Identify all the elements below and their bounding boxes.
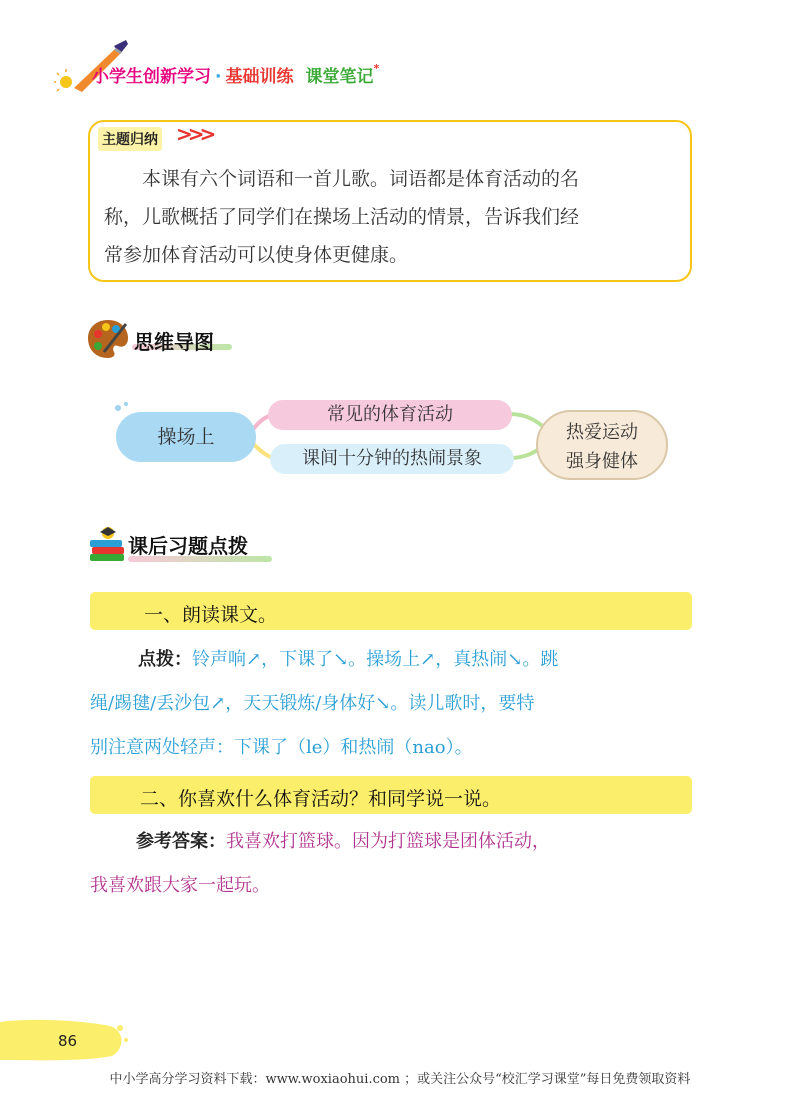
answer-2 [136, 820, 706, 864]
palette-icon [86, 316, 130, 360]
theme-line: 常参加体育活动可以使身体更健康。 [104, 244, 409, 266]
answer-1-line: 铃声响↗，下课了↘。操场上↗，真热闹↘。跳 [192, 649, 559, 670]
header-series: 小学生创新学习 [92, 67, 211, 87]
conclusion-line: 强身健体 [566, 451, 638, 472]
header-title [92, 62, 379, 87]
answer-2-line: 我喜欢跟大家一起玩。 [90, 875, 270, 896]
header-dot: · [215, 67, 222, 87]
footer-text: 中小学高分学习资料下载：www.woxiaohui.com ；或关注公众号“校汇学习课堂”每日免费领取资料 [109, 1072, 691, 1087]
answer-1 [138, 638, 698, 682]
arrows-icon: >>> [176, 122, 212, 146]
header-subtitle: 基础训练 [225, 67, 294, 87]
books-icon [86, 524, 130, 568]
mindmap-branch-recess: 课间十分钟的热闹景象 [270, 444, 514, 474]
header-star: * [373, 62, 380, 75]
answer-2-line: 我喜欢打篮球。因为打篮球是团体活动， [226, 831, 550, 852]
question-1: 一、朗读课文。 [144, 604, 278, 626]
answer-1-line: 别注意两处轻声：下课了（le）和热闹（nao）。 [90, 737, 473, 758]
answer-1-label: 点拨： [138, 649, 192, 670]
exercises-heading: 课后习题点拨 [128, 534, 248, 558]
theme-text [104, 160, 684, 274]
conclusion-line: 热爱运动 [566, 422, 638, 443]
mindmap-branch-sports: 常见的体育活动 [268, 400, 512, 430]
mindmap-heading: 思维导图 [134, 330, 214, 354]
answer-1-line: 绳/踢毽/丢沙包↗，天天锻炼/身体好↘。读儿歌时，要特 [90, 693, 535, 714]
mindmap-conclusion-node [536, 410, 668, 480]
question-2: 二、你喜欢什么体育活动？和同学说一说。 [140, 788, 502, 810]
mindmap-center-node: 操场上 [116, 412, 256, 462]
answer-2-label: 参考答案： [136, 831, 226, 852]
theme-label: 主题归纳 [98, 127, 162, 151]
header-notes: 课堂笔记 [305, 67, 374, 87]
theme-line: 本课有六个词语和一首儿歌。词语都是体育活动的名 [104, 168, 580, 190]
theme-line: 称，儿歌概括了同学们在操场上活动的情景，告诉我们经 [104, 206, 580, 228]
page-number: 86 [58, 1032, 78, 1050]
